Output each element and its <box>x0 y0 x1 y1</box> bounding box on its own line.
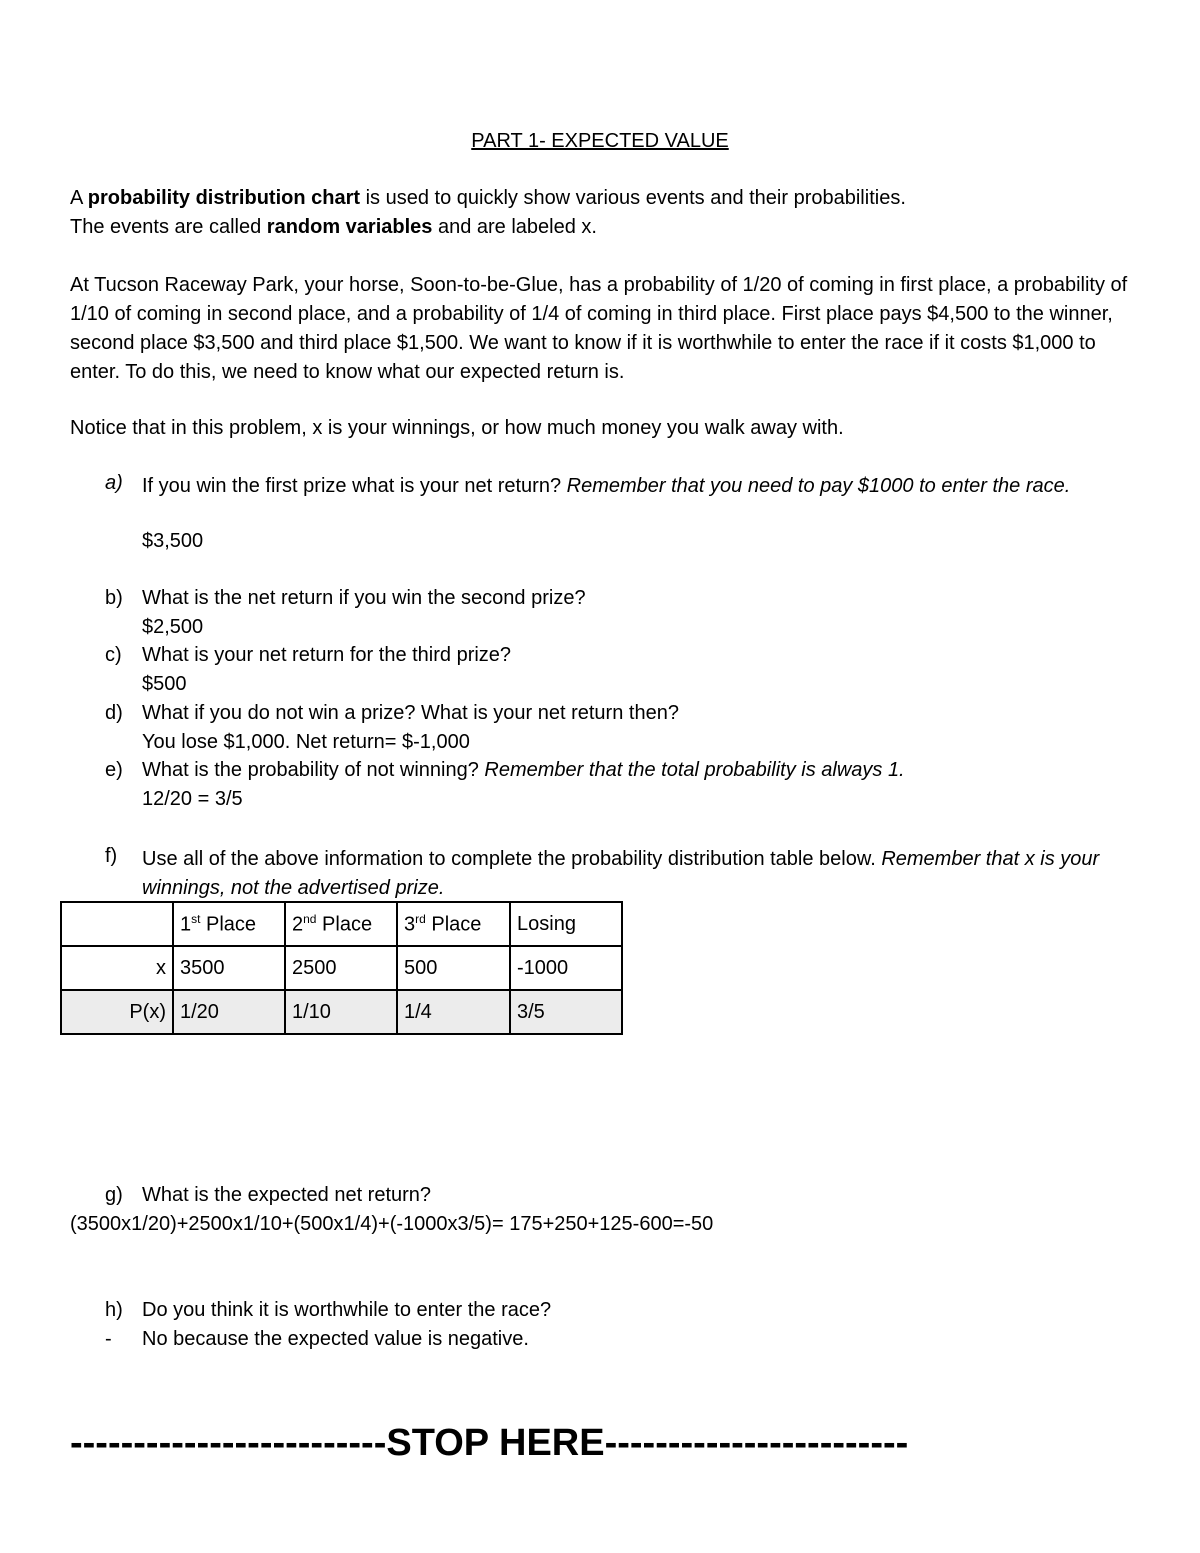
intro-text: The events are called <box>70 216 267 238</box>
header-num: Losing <box>517 912 576 935</box>
answer-c: $500 <box>142 673 187 695</box>
answer-a: $3,500 <box>142 530 204 552</box>
question-label: d) <box>105 702 123 724</box>
header-word: Place <box>200 913 257 936</box>
term-random-variables: random variables <box>266 216 433 238</box>
header-1st-place <box>173 902 285 946</box>
header-num: 1 <box>180 913 192 936</box>
row-label-x: x <box>61 946 173 990</box>
intro-line-1 <box>70 184 1132 213</box>
question-b: What is the net return if you win the second prize? <box>142 587 586 609</box>
question-label: h) <box>105 1299 123 1321</box>
header-losing <box>510 902 622 946</box>
question-label: e) <box>105 759 123 781</box>
table-cell: -1000 <box>510 946 622 990</box>
question-d: What if you do not win a prize? What is your net return then? <box>142 702 679 724</box>
table-cell: 3500 <box>173 946 285 990</box>
header-word: Place <box>425 913 482 936</box>
question-c: What is your net return for the third prize? <box>142 644 512 666</box>
answer-h: No because the expected value is negative. <box>142 1328 529 1350</box>
table-cell: 500 <box>397 946 510 990</box>
bullet-dash: - <box>105 1328 112 1350</box>
question-hint: Remember that x is your winnings, not the advertised prize. <box>142 848 1100 899</box>
table-cell: 2500 <box>285 946 397 990</box>
answer-b: $2,500 <box>142 616 204 638</box>
table-corner-cell <box>61 902 173 946</box>
notice-paragraph: Notice that in this problem, x is your winnings, or how much money you walk away with. <box>70 417 844 439</box>
table-header-row <box>61 902 622 946</box>
header-sup: rd <box>415 911 426 926</box>
page-title: PART 1- EXPECTED VALUE <box>471 130 729 152</box>
intro-text: A <box>70 187 88 209</box>
row-label-px: P(x) <box>61 990 173 1034</box>
answer-g: (3500x1/20)+2500x1/10+(500x1/4)+(-1000x3/5)= 175+250+125-600=-50 <box>70 1213 714 1235</box>
answer-d: You lose $1,000. Net return= $-1,000 <box>142 731 470 753</box>
stop-here-banner: -------------------------STOP HERE------------------------ <box>70 1422 909 1464</box>
header-sup: st <box>191 911 201 926</box>
intro-text: and are labeled x. <box>432 216 597 238</box>
table-row-px <box>61 990 622 1034</box>
question-label: a) <box>105 472 123 494</box>
question-label: f) <box>105 845 118 867</box>
header-2nd-place <box>285 902 397 946</box>
probability-distribution-table <box>60 901 623 1035</box>
table-cell: 1/20 <box>173 990 285 1034</box>
question-e <box>142 759 905 782</box>
table-cell: 3/5 <box>510 990 622 1034</box>
intro-line-2 <box>70 213 1132 242</box>
question-text: What is the probability of not winning? <box>142 759 485 781</box>
problem-paragraph: At Tucson Raceway Park, your horse, Soon-to-be-Glue, has a probability of 1/20 of coming in first place, a probability of 1/10 of coming in second place, and a probability of 1/4 of coming in third place. First place pays $4,500 to the winner, second place $3,500 and third place $1,500. We want to know if it is worthwhile to enter the race if it costs $1,000 to enter. To do this, we need to know what our expected return is. <box>70 274 1128 383</box>
header-num: 3 <box>404 913 416 936</box>
question-hint: Remember that you need to pay $1000 to enter the race. <box>566 475 1071 497</box>
question-text: If you win the first prize what is your net return? <box>142 475 567 497</box>
table-row-x <box>61 946 622 990</box>
answer-e: 12/20 = 3/5 <box>142 788 243 810</box>
question-g: What is the expected net return? <box>142 1184 432 1206</box>
question-hint: Remember that the total probability is always 1. <box>484 759 905 781</box>
header-sup: nd <box>303 911 317 926</box>
question-a <box>142 472 1132 501</box>
table-cell: 1/10 <box>285 990 397 1034</box>
intro-text: is used to quickly show various events and their probabilities. <box>360 187 906 209</box>
question-f <box>142 845 1132 903</box>
question-label: c) <box>105 644 122 666</box>
header-3rd-place <box>397 902 510 946</box>
header-num: 2 <box>292 913 304 936</box>
question-label: b) <box>105 587 123 609</box>
question-text: Use all of the above information to complete the probability distribution table below. <box>142 848 882 870</box>
table-cell: 1/4 <box>397 990 510 1034</box>
question-label: g) <box>105 1184 123 1206</box>
term-probability-distribution-chart: probability distribution chart <box>87 187 361 209</box>
question-h: Do you think it is worthwhile to enter the race? <box>142 1299 552 1321</box>
header-word: Place <box>316 913 373 936</box>
